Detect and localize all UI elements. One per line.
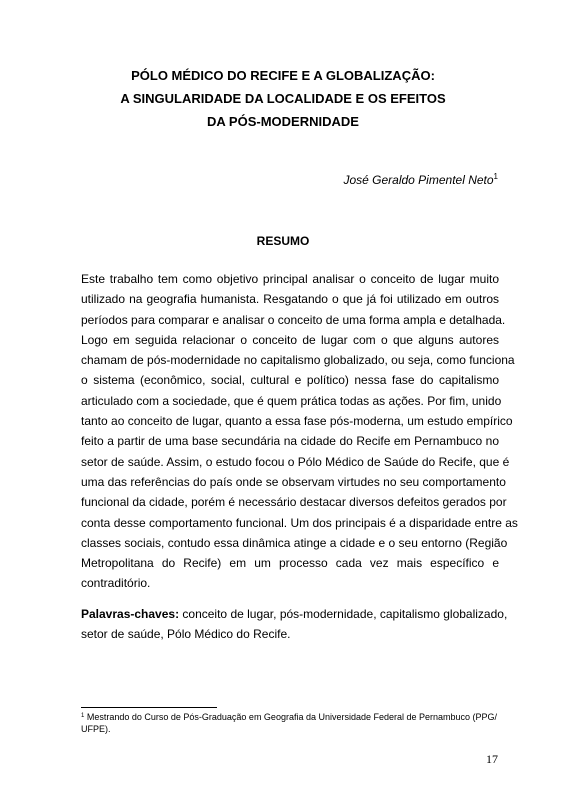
footnote bbox=[81, 711, 511, 735]
abstract-line: tanto ao conceito de lugar, quanto a essa fase pós-moderna, um estudo empírico bbox=[81, 414, 513, 429]
abstract-body bbox=[81, 269, 518, 594]
title-line: PÓLO MÉDICO DO RECIFE E A GLOBALIZAÇÃO: bbox=[131, 68, 435, 83]
author-name: José Geraldo Pimentel Neto bbox=[343, 173, 494, 187]
page-number: 17 bbox=[486, 752, 498, 766]
author-line bbox=[343, 172, 498, 188]
abstract-line: utilizado na geografia humanista. Resgatando o que já foi utilizado em outros bbox=[81, 292, 499, 307]
keywords-section bbox=[81, 604, 508, 645]
keywords-label: Palavras-chaves: bbox=[81, 607, 180, 621]
abstract-heading: RESUMO bbox=[256, 234, 310, 248]
abstract-line: funcional da cidade, porém é necessário destacar diversos defeitos gerados por bbox=[81, 495, 507, 510]
abstract-line: articulado com a sociedade, que é quem prática todas as ações. Por fim, unido bbox=[81, 393, 502, 408]
title-line: DA PÓS-MODERNIDADE bbox=[207, 114, 359, 129]
abstract-line: contraditório. bbox=[81, 576, 151, 591]
author-footnote-marker: 1 bbox=[493, 172, 498, 181]
abstract-line: feito a partir de uma base secundária na cidade do Recife em Pernambuco no bbox=[81, 434, 499, 449]
keywords-line bbox=[81, 604, 508, 624]
abstract-line: uma das referências do país onde se observam virtudes no seu comportamento bbox=[81, 474, 506, 489]
title-line: A SINGULARIDADE DA LOCALIDADE E OS EFEITOS bbox=[120, 91, 446, 106]
paper-title bbox=[0, 64, 566, 133]
abstract-line: conta desse comportamento funcional. Um dos principais é a disparidade entre as bbox=[81, 515, 518, 530]
footnote-text: Mestrando do Curso de Pós-Graduação em Geografia da Universidade Federal de Pernambuco (PPG/ UFPE). bbox=[81, 712, 498, 734]
abstract-line: setor de saúde. Assim, o estudo focou o Pólo Médico de Saúde do Recife, que é bbox=[81, 454, 510, 469]
abstract-line: o sistema (econômico, social, cultural e político) nessa fase do capitalismo bbox=[81, 373, 499, 388]
keywords-line: setor de saúde, Pólo Médico do Recife. bbox=[81, 627, 291, 642]
abstract-line: classes sociais, contudo essa dinâmica atinge a cidade e o seu entorno (Região bbox=[81, 535, 508, 550]
abstract-line: períodos para comparar e analisar o conceito de uma forma ampla e detalhada. bbox=[81, 312, 506, 327]
abstract-line: Logo em seguida relacionar o conceito de lugar com o que alguns autores bbox=[81, 332, 499, 347]
keywords-text: conceito de lugar, pós-modernidade, capitalismo globalizado, bbox=[179, 607, 508, 621]
footnote-marker: 1 bbox=[81, 713, 85, 719]
abstract-line: Este trabalho tem como objetivo principal analisar o conceito de lugar muito bbox=[81, 272, 499, 286]
abstract-line: Metropolitana do Recife) em um processo cada vez mais específico e bbox=[81, 556, 499, 571]
footnote-divider bbox=[81, 707, 217, 708]
abstract-line: chamam de pós-modernidade no capitalismo globalizado, ou seja, como funciona bbox=[81, 353, 515, 368]
